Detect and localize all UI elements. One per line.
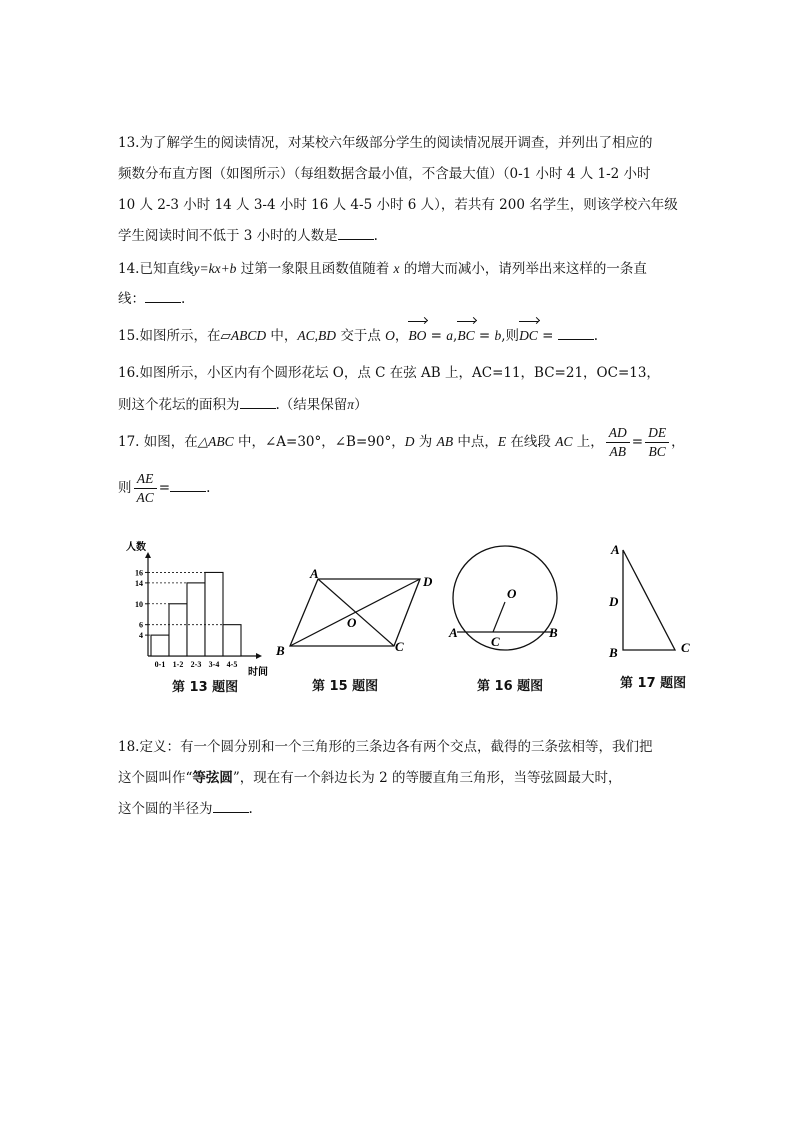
point-a-label: A	[449, 625, 458, 640]
q16-answer-blank[interactable]	[240, 394, 276, 409]
figure-13-histogram	[118, 538, 278, 698]
vector-dc: DC	[519, 320, 538, 351]
q17-mid-5: 上，	[572, 434, 604, 450]
q17-e: E	[497, 434, 507, 449]
parallelogram-symbol: ▱	[220, 328, 231, 344]
circle-o	[453, 546, 557, 650]
segment-oc	[493, 602, 505, 632]
q17-equals: =	[631, 434, 644, 450]
histogram-bar	[187, 583, 205, 656]
q15-value-b: b	[494, 328, 502, 343]
q17-equals-2: =	[158, 480, 171, 496]
point-c-label: C	[395, 639, 404, 654]
question-13	[118, 128, 678, 252]
parallelogram-diagram	[270, 562, 440, 672]
fraction-denominator: AC	[136, 490, 154, 505]
q16-close: ）	[354, 397, 368, 413]
q15-comma: ，	[394, 328, 409, 344]
q18-line-2	[118, 763, 678, 794]
q14-expression: y=kx+b	[193, 261, 237, 276]
q15-end: .	[593, 328, 599, 344]
q17-comma: ，	[671, 434, 685, 450]
q15-eq-3: =	[537, 328, 558, 344]
q18-line-3	[118, 794, 678, 825]
q15-mid-2: 交于点	[336, 328, 386, 344]
y-tick-label: 6	[139, 620, 143, 630]
question-17	[118, 420, 685, 510]
question-18	[118, 732, 678, 825]
fraction-denominator: BC	[648, 444, 666, 459]
q17-answer-blank[interactable]	[170, 477, 206, 492]
q15-mid-1: 中，	[266, 328, 298, 344]
q15-value-a: a	[446, 328, 454, 343]
q17-mid-2: 为	[414, 434, 437, 450]
q18-answer-blank[interactable]	[213, 798, 249, 813]
y-tick-label: 4	[139, 631, 143, 641]
q15-answer-blank[interactable]	[558, 325, 594, 340]
q13-line-2: 频数分布直方图（如图所示）（每组数据含最小值，不含最大值）（0-1 小时 4 人 1-2 小时	[118, 166, 651, 182]
y-tick-label: 10	[135, 599, 143, 609]
q13-line-1: 13.为了解学生的阅读情况，对某校六年级部分学生的阅读情况展开调查，并列出了相应的	[118, 135, 653, 151]
question-15	[118, 320, 678, 351]
q17-d: D	[404, 434, 415, 449]
point-d-label: D	[609, 594, 619, 609]
point-d-label: D	[423, 574, 433, 589]
q15-eq-1: =	[426, 328, 447, 344]
q14-variable: x	[393, 261, 400, 276]
q16-line-2	[118, 389, 678, 420]
point-b-label: B	[549, 625, 558, 640]
histogram-bar	[223, 625, 241, 656]
point-b-label: B	[276, 643, 285, 658]
q15-point: O	[385, 328, 395, 343]
q15-eq-2: =	[474, 328, 495, 344]
diagonal-bd	[290, 579, 420, 646]
q17-line-2	[118, 466, 678, 510]
q14-answer-blank[interactable]	[145, 288, 181, 303]
vector-bo: BO	[408, 320, 426, 351]
figure-13-caption: 第 13 题图	[172, 680, 239, 695]
histogram-bar	[205, 572, 223, 656]
q17-mid-3: 中点，	[453, 434, 498, 450]
point-o-label: O	[347, 615, 357, 630]
q13-answer-blank[interactable]	[338, 225, 374, 240]
x-tick-label: 1-2	[172, 660, 184, 669]
term-equal-chord-circle: 等弦圆	[192, 770, 233, 786]
q18-line-1: 18.定义：有一个圆分别和一个三角形的三条边各有两个交点，截得的三条弦相等，我们把	[118, 739, 653, 755]
q17-end: .	[206, 480, 211, 496]
figure-15-parallelogram	[270, 562, 440, 697]
y-tick-label: 14	[135, 578, 143, 588]
point-a-label: A	[611, 542, 620, 557]
q15-line-1	[118, 320, 678, 351]
x-axis-label: 时间	[248, 667, 268, 678]
q17-prefix: 17. 如图，在	[118, 434, 198, 450]
q18-line-2-pre: 这个圆叫作“	[118, 770, 193, 786]
triangle-abc	[623, 550, 675, 650]
x-tick-label: 0-1	[154, 660, 166, 669]
q13-line-4-text: 学生阅读时间不低于 3 小时的人数是	[118, 228, 338, 244]
q15-diagonals: AC,BD	[297, 328, 337, 343]
point-c-label: C	[681, 640, 690, 655]
q13-line-4-end: .	[373, 228, 378, 244]
q16-line-2-text: 则这个花坛的面积为	[118, 397, 240, 413]
q13-line-4	[118, 221, 678, 252]
pi-symbol: π	[347, 397, 355, 412]
q15-prefix: 15.如图所示，在	[118, 328, 221, 344]
fraction-ad-ab	[606, 424, 630, 461]
question-14	[118, 253, 678, 315]
x-axis-arrow	[256, 653, 262, 659]
point-c-label: C	[491, 634, 500, 649]
histogram-chart	[118, 538, 278, 678]
fraction-numerator: AE	[134, 470, 157, 489]
q17-ac: AC	[555, 434, 573, 449]
q13-line-3: 10 人 2-3 小时 14 人 3-4 小时 16 人 4-5 小时 6 人），若共有 200 名学生，则该学校六年级	[118, 197, 678, 213]
figure-15-caption: 第 15 题图	[312, 679, 379, 694]
histogram-bar	[151, 635, 169, 656]
point-o-label: O	[507, 586, 517, 601]
q15-shape: ABCD	[230, 328, 267, 343]
triangle-diagram	[605, 540, 705, 665]
fraction-de-bc	[645, 424, 669, 461]
q18-line-3-text: 这个圆的半径为	[118, 801, 213, 817]
fraction-numerator: DE	[645, 424, 669, 443]
fraction-numerator: AD	[606, 424, 630, 443]
x-tick-label: 3-4	[208, 660, 220, 669]
figure-17-triangle	[605, 540, 705, 700]
histogram-bar	[169, 604, 187, 656]
q14-line-2-end: .	[181, 291, 186, 307]
q17-triangle: △ABC	[197, 434, 234, 449]
q14-line-2	[118, 284, 678, 315]
q17-mid-4: 在线段	[506, 434, 556, 450]
figure-17-caption: 第 17 题图	[620, 676, 687, 691]
x-tick-label: 4-5	[226, 660, 238, 669]
q14-prefix: 14.已知直线	[118, 261, 194, 277]
circle-diagram	[445, 540, 575, 670]
q17-ab: AB	[436, 434, 454, 449]
q17-then: 则	[118, 480, 132, 496]
figure-16-circle	[445, 540, 575, 700]
x-tick-label: 2-3	[190, 660, 202, 669]
q17-angles: 中，∠A=30°，∠B=90°，	[233, 434, 405, 450]
fraction-denominator: AB	[609, 444, 627, 459]
q18-line-3-end: .	[248, 801, 253, 817]
q15-then: ,则	[501, 328, 520, 344]
figure-16-caption: 第 16 题图	[477, 679, 544, 694]
q17-line-1	[118, 420, 685, 464]
point-a-label: A	[310, 566, 319, 581]
fraction-ae-ac	[134, 470, 157, 507]
q14-post: 的增大而减小，请列举出来这样的一条直	[399, 261, 647, 277]
q14-line-1	[118, 253, 678, 284]
q14-mid: 过第一象限且函数值随着	[236, 261, 394, 277]
point-b-label: B	[609, 645, 618, 660]
q18-line-2-post: ”，现在有一个斜边长为 2 的等腰直角三角形，当等弦圆最大时，	[232, 770, 622, 786]
question-16	[118, 358, 678, 420]
vector-bc: BC	[457, 320, 474, 351]
q14-line-2-text: 线：	[118, 291, 145, 307]
y-axis-label: 人数	[126, 542, 146, 553]
y-tick-label: 16	[135, 568, 143, 578]
q16-line-1: 16.如图所示，小区内有个圆形花坛 O，点 C 在弦 AB 上，AC=11，BC=21，OC=13，	[118, 365, 660, 381]
q16-line-2-mid: .（结果保留	[275, 397, 348, 413]
q15-sep: ,	[453, 328, 458, 344]
